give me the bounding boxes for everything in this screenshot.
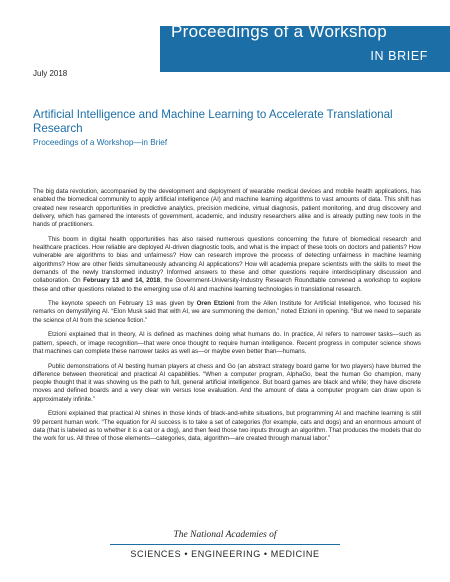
publication-date: July 2018 xyxy=(33,69,68,78)
paragraph-text: This boom in digital health opportunities has also raised numerous questions concerning the future of biomedical research and healthcare practices. How reliable are deployed AI-driven diagnostic tools, and what is the impact of these tools on doctors and patients? How vulnerable are algorithms to bias and unfairness? How can research improve the process of detecting unfairness in machine learning algorithms? How are other fields simultaneously advancing AI applications? How will academia prepare scientists with the skills to meet the demands of the newly transformed industry? Informed answers to these and other questions require interdisciplinary discussion and collaboration. On xyxy=(33,235,421,285)
article-subtitle: Proceedings of a Workshop—in Brief xyxy=(33,138,168,147)
paragraph-public-demos: Public demonstrations of AI besting human players at chess and Go (an abstract strategy board game for two players) have blurred the difference between theoretical and practical AI capabilities. “When a computer program, AlphaGo, beat the human Go champion, many people thought that it was showing us the path to full, general artificial intelligence. But board games are black and white; they have discrete moves and defined boards and a very clear win versus lose evaluation. And the amount of data a computer program can draw upon is approximately infinite.” xyxy=(33,362,421,403)
paragraph-intro: The big data revolution, accompanied by the development and deployment of wearable medical devices and mobile health applications, has enabled the biomedical community to apply artificial intelligence (AI) and machine learning algorithms to vast amounts of data. This shift has created new research opportunities in predictive analytics, precision medicine, virtual diagnosis, patient monitoring, and drug discovery and delivery, which has garnered the interests of government, academic, and industry researchers alike and is already putting new tools in the hands of practitioners. xyxy=(33,188,421,229)
footer-publisher-name: SCIENCES • ENGINEERING • MEDICINE xyxy=(130,549,320,559)
paragraph-text: from the Allen Institute for Artificial Intelligence, who focused his remarks on demystifying AI. “Elon Musk said that with AI, we are summoning the demon,” noted Etzioni in opening. “But we need to separate the science of AI from the science fiction.” xyxy=(33,300,421,324)
banner-subtitle: IN BRIEF xyxy=(370,49,428,63)
paragraph-text: , the Government-University-Industry Research Roundtable convened a workshop to explore these and other questions related to the emerging use of AI and machine learning technologies in translational research. xyxy=(33,277,421,293)
article-body xyxy=(33,188,421,450)
paragraph-ai-definition: Etzioni explained that in theory, AI is defined as machines doing what humans do. In practice, AI refers to narrower tasks—such as pattern, speech, or image recognition—that were once thought to require human intelligence. Recent progress in computer science shows that machines can complete these narrower tasks as well as—or maybe even better than—humans. xyxy=(33,331,421,355)
workshop-dates: February 13 and 14, 2018 xyxy=(83,277,161,285)
banner-title: Proceedings of a Workshop xyxy=(171,22,388,41)
paragraph-keynote xyxy=(33,300,421,325)
footer-divider xyxy=(110,544,340,545)
paragraph-workshop xyxy=(33,236,421,294)
paragraph-practical-ai: Etzioni explained that practical AI shines in those kinds of black-and-white situations, but programming AI and machine learning is still 99 percent human work. “The equation for AI success is to take a set of categories (for example, cats and dogs) and an enormous amount of data (that is labeled as to whether it is a cat or a dog), and then feed those two inputs through an algorithm. That produces the models that do the work for us. All three of those elements—categories, data, algorithm—are created through manual labor.” xyxy=(33,410,421,443)
footer-publisher-line: The National Academies of xyxy=(173,530,277,540)
speaker-name: Oren Etzioni xyxy=(196,300,235,308)
article-title: Artificial Intelligence and Machine Learning to Accelerate Translational Research xyxy=(33,108,393,135)
paragraph-text: The keynote speech on February 13 was given by xyxy=(48,300,197,308)
